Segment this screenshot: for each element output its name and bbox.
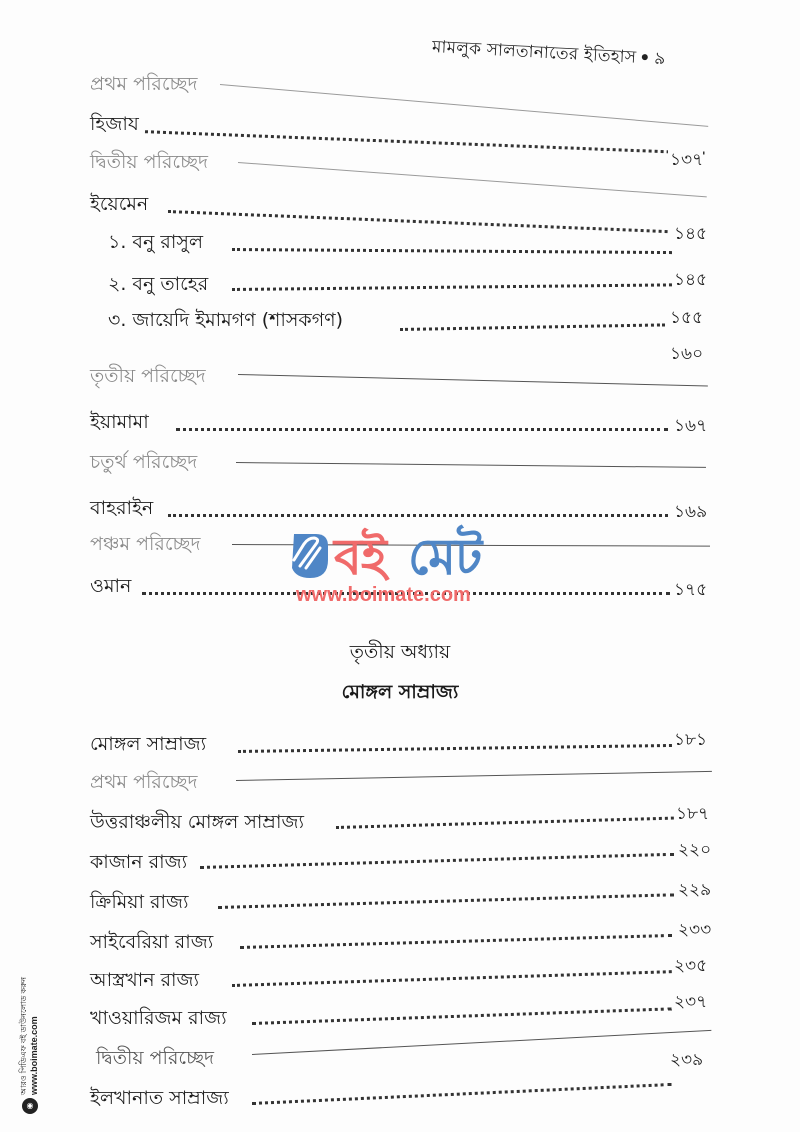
toc-entry-row[interactable] xyxy=(0,408,800,438)
toc-page-number: ১৮১ xyxy=(672,726,707,754)
side-watermark xyxy=(10,960,50,1120)
watermark-logo-blue: মেট xyxy=(408,528,482,586)
dot-leader xyxy=(252,1083,672,1105)
dot-leader xyxy=(232,970,672,987)
toc-subentry-row[interactable] xyxy=(0,306,800,336)
toc-chapter-title: প্রথম পরিচ্ছেদ xyxy=(90,768,201,796)
toc-page-number: ১৬৯ xyxy=(672,498,707,526)
toc-entry-title: ইয়ামামা xyxy=(90,408,153,436)
bullet-icon xyxy=(642,54,648,60)
toc-chapter-row xyxy=(0,70,800,100)
dot-leader xyxy=(252,1007,672,1025)
dot-leader xyxy=(336,817,674,829)
dot-leader xyxy=(232,248,672,254)
dot-leader xyxy=(200,853,674,869)
toc-page-number: ২২৯ xyxy=(676,876,711,904)
toc-page-number: ২৩৭ xyxy=(672,988,707,1016)
boimate-watermark xyxy=(282,522,522,612)
dot-leader xyxy=(176,428,668,431)
toc-page-number: ১৭৫ xyxy=(672,576,707,604)
side-watermark-line: আরও পিডিএফ বই ডাউনলোড করুন xyxy=(19,976,28,1095)
toc-entry-title: ওমান xyxy=(90,572,135,600)
toc-page-number: ২৩৫ xyxy=(672,952,707,980)
toc-chapter-title: চতুর্থ পরিচ্ছেদ xyxy=(90,448,201,476)
paperclip-icon xyxy=(286,530,330,582)
page-number: ৯ xyxy=(653,48,666,70)
toc-subentry-title: ৩. জায়েদি ইমামগণ (শাসকগণ) xyxy=(108,306,347,334)
toc-entry-title: উত্তরাঞ্চলীয় মোঙ্গল সাম্রাজ্য xyxy=(90,808,308,836)
dot-leader xyxy=(238,744,672,753)
toc-entry-title: ক্রিমিয়া রাজ্য xyxy=(90,888,193,916)
dot-leader xyxy=(218,893,674,909)
toc-subentry-row[interactable] xyxy=(0,224,800,258)
side-watermark-url: www.boimate.com xyxy=(29,1016,39,1095)
toc-entry-title: সাইবেরিয়া রাজ্য xyxy=(90,928,217,956)
toc-page-number: ১৫৫ xyxy=(668,304,703,332)
toc-page-number: ১৪৫ xyxy=(672,266,707,294)
toc-entry-row[interactable] xyxy=(0,880,800,918)
dot-leader xyxy=(168,514,668,517)
book-title: মামলুক সালতানাতের ইতিহাস xyxy=(431,37,637,68)
toc-page-number: ১৬৭ xyxy=(672,412,707,440)
toc-subentry-title: ১. বনু রাসুল xyxy=(108,228,207,256)
toc-entry-row[interactable] xyxy=(0,730,800,760)
toc-entry-row[interactable] xyxy=(0,840,800,878)
toc-page-number: ১৮৭ xyxy=(674,800,709,828)
toc-subentry-row[interactable] xyxy=(0,270,800,300)
dot-leader xyxy=(240,934,672,949)
toc-chapter-title: তৃতীয় পরিচ্ছেদ xyxy=(90,362,210,390)
section-heading: তৃতীয় অধ্যায় xyxy=(349,641,451,663)
toc-chapter-title: পঞ্চম পরিচ্ছেদ xyxy=(90,530,204,558)
toc-chapter-title: প্রথম পরিচ্ছেদ xyxy=(90,70,201,98)
toc-page-number: ১৪৫ xyxy=(672,220,707,248)
toc-page-number: ২২০ xyxy=(676,836,711,864)
watermark-url: www.boimate.com xyxy=(296,584,471,606)
toc-entry-row[interactable] xyxy=(0,992,800,1034)
toc-page-number: ১৩৭ xyxy=(668,146,703,174)
toc-entry-title: মোঙ্গল সাম্রাজ্য xyxy=(90,730,210,758)
toc-chapter-row xyxy=(0,768,800,798)
toc-entry-title: বাহরাইন xyxy=(90,494,157,522)
chapter-rule xyxy=(238,374,708,386)
toc-entry-title: কাজান রাজ্য xyxy=(90,848,191,876)
watermark-logo-red: বই xyxy=(334,528,386,586)
running-header xyxy=(431,34,666,74)
toc-page-number: ২৩৩ xyxy=(676,916,711,944)
toc-entry-title: খাওয়ারিজম রাজ্য xyxy=(90,1004,231,1032)
dot-leader xyxy=(400,323,665,331)
toc-page-number: ২৩৯ xyxy=(668,1046,703,1074)
toc-entry-row[interactable] xyxy=(0,804,800,838)
toc-entry-title: হিজায xyxy=(90,110,143,138)
toc-entry-title: ইলখানাত সাম্রাজ্য xyxy=(90,1084,233,1112)
dot-leader xyxy=(232,283,672,291)
toc-entry-row[interactable] xyxy=(0,494,800,524)
section-subheading: মোঙ্গল সাম্রাজ্য xyxy=(341,681,459,703)
toc-chapter-title: দ্বিতীয় পরিচ্ছেদ xyxy=(96,1044,218,1072)
toc-chapter-row xyxy=(0,448,800,478)
boimate-badge-icon: ◉ xyxy=(22,1098,38,1114)
toc-entry-title: ইয়েমেন xyxy=(90,190,152,218)
toc-entry-row[interactable] xyxy=(0,110,800,140)
toc-page-number: ১৬০ xyxy=(668,340,703,368)
toc-entry-title: আস্ত্রখান রাজ্য xyxy=(90,966,203,994)
chapter-rule xyxy=(236,771,712,781)
side-watermark-text xyxy=(19,965,39,1095)
toc-subentry-title: ২. বনু তাহের xyxy=(108,270,212,298)
chapter-rule xyxy=(236,462,706,468)
toc-chapter-title: দ্বিতীয় পরিচ্ছেদ xyxy=(90,148,212,176)
